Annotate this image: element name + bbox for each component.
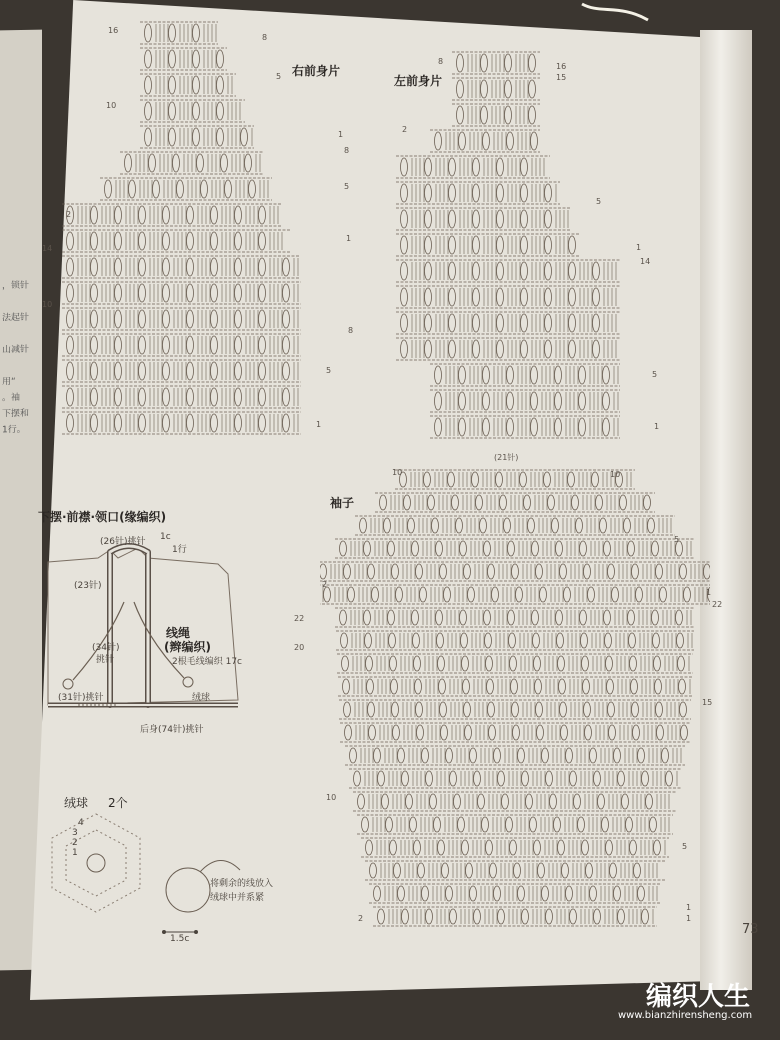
- edging-cord-title: 线绳: [166, 626, 191, 640]
- sleeve-stitch-grid: [320, 450, 713, 950]
- right-front-row-mark: 5: [344, 182, 350, 191]
- right-front-title: 右前身片: [292, 64, 341, 78]
- stitch-row: [336, 631, 694, 650]
- stitch-row: [452, 78, 540, 100]
- stitch-row: [62, 230, 290, 252]
- edging-note-pick: 挑针: [96, 655, 115, 665]
- stitch-row: [140, 74, 236, 96]
- right-front-row-mark: 14: [42, 244, 53, 253]
- right-front-row-mark: 5: [326, 366, 332, 375]
- stitch-row: [340, 723, 690, 742]
- stitch-row: [430, 364, 620, 386]
- stitch-row: [396, 208, 570, 230]
- stitch-row: [335, 539, 695, 558]
- pompom-chart: [36, 808, 156, 918]
- stitch-row: [395, 470, 635, 489]
- page-number: 73: [742, 922, 759, 937]
- left-page-fragment: 法起针: [2, 312, 30, 324]
- pompom-instruction-line1: 将剩余的线放入: [210, 879, 274, 889]
- left-page-fragment: 用“: [2, 377, 16, 388]
- stitch-row: [62, 282, 301, 304]
- left-front-row-mark: 1: [654, 422, 660, 431]
- edging-note-1c: 1c: [160, 532, 171, 542]
- stitch-row: [369, 884, 661, 903]
- edging-cord-detail: 2根毛线编织 17c: [172, 657, 242, 667]
- stitch-row: [320, 585, 710, 604]
- stitch-row: [345, 746, 685, 765]
- left-page-fragment: 。袖: [2, 393, 21, 404]
- stitch-row: [120, 152, 263, 174]
- sleeve-row-mark: 10: [392, 468, 403, 477]
- left-front-row-mark: 1: [636, 243, 642, 252]
- stitch-row: [140, 22, 218, 44]
- stitch-row: [375, 493, 655, 512]
- edging-note-pompom: 绒球: [192, 693, 211, 703]
- pompom-round-mark: 3: [72, 828, 78, 838]
- stitch-row: [430, 416, 620, 438]
- edging-note-neck: (26针)挑针: [100, 537, 146, 547]
- edging-note-row: 1行: [172, 545, 187, 555]
- edging-note-bottom31: (31针)挑针: [58, 693, 104, 703]
- stitch-row: [452, 52, 540, 74]
- stitch-row: [338, 677, 692, 696]
- sleeve-row-mark: 10: [326, 793, 337, 802]
- left-page-fragment: 下摆和: [2, 408, 30, 420]
- stitch-row: [430, 390, 620, 412]
- stitch-row: [373, 907, 657, 926]
- sleeve-row-mark: 15: [702, 698, 713, 707]
- stitch-row: [140, 100, 245, 122]
- left-page-fragment: 1行。: [2, 424, 26, 436]
- stitch-row: [335, 608, 695, 627]
- watermark-logo: 编织人生: [646, 982, 751, 1012]
- stitch-row: [361, 838, 669, 857]
- edging-cord-subtitle: (辫编织): [164, 640, 211, 654]
- pompom-round-mark: 2: [72, 838, 78, 848]
- sleeve-row-mark: 2: [358, 914, 364, 923]
- stitch-row: [62, 256, 299, 278]
- right-front-row-mark: 8: [348, 326, 354, 335]
- sleeve-row-mark: 1: [686, 914, 692, 923]
- sleeve-row-mark: 1: [706, 588, 712, 597]
- stitch-row: [62, 412, 301, 434]
- edging-title: 下摆·前襟·领口(缘编织): [38, 510, 167, 524]
- stitch-row: [396, 182, 560, 204]
- stitch-row: [337, 654, 693, 673]
- pompom-title: 绒球: [64, 796, 89, 810]
- edging-note-front23: (23针): [74, 581, 102, 591]
- stitch-row: [365, 861, 665, 880]
- stitch-row: [396, 286, 620, 308]
- stitch-row: [396, 156, 550, 178]
- left-front-row-mark: 14: [640, 257, 651, 266]
- sleeve-top-label: (21针): [494, 453, 519, 462]
- sleeve-title: 袖子: [330, 496, 355, 510]
- sleeve-row-mark: 22: [294, 614, 305, 623]
- sleeve-row-mark: 10: [610, 470, 621, 479]
- right-front-row-mark: 2: [66, 210, 72, 219]
- left-front-row-mark: 5: [596, 197, 602, 206]
- left-page-fragment: ，锁针: [2, 280, 30, 292]
- stitch-row: [396, 312, 620, 334]
- sleeve-row-mark: 5: [674, 535, 680, 544]
- right-front-row-mark: 8: [344, 146, 350, 155]
- stitch-row: [62, 308, 301, 330]
- pompom-round-mark: 4: [78, 818, 84, 828]
- stitch-row: [349, 769, 681, 788]
- left-page-fragment: 山减针: [2, 344, 30, 356]
- right-front-row-mark: 8: [262, 33, 268, 42]
- yarn-strand: [580, 0, 650, 24]
- edging-note-front34: (34针): [92, 643, 120, 653]
- left-front-title: 左前身片: [394, 74, 443, 88]
- stitch-row: [353, 792, 677, 811]
- stitch-row: [62, 386, 301, 408]
- stitch-row: [320, 562, 710, 581]
- right-front-row-mark: 1: [346, 234, 352, 243]
- sleeve-chart: [320, 450, 713, 950]
- right-front-row-mark: 16: [108, 26, 119, 35]
- left-front-row-mark: 15: [556, 73, 567, 82]
- pompom-instruction-line2: 绒球中并系紧: [210, 893, 265, 903]
- right-front-row-mark: 1: [338, 130, 344, 139]
- stitch-row: [140, 48, 227, 70]
- left-front-row-mark: 8: [438, 57, 444, 66]
- pompom-round-mark: 1: [72, 848, 78, 858]
- sleeve-row-mark: 22: [712, 600, 723, 609]
- watermark-url: www.bianzhirensheng.com: [618, 1010, 753, 1021]
- right-front-stitch-grid: [40, 20, 370, 450]
- sleeve-row-mark: 5: [682, 842, 688, 851]
- stitch-row: [396, 234, 580, 256]
- sleeve-row-mark: 2: [322, 580, 328, 589]
- stitch-row: [357, 815, 673, 834]
- stitch-row: [62, 360, 301, 382]
- edging-note-back74: 后身(74针)挑针: [140, 725, 204, 735]
- stitch-row: [430, 130, 540, 152]
- right-front-row-mark: 10: [42, 300, 53, 309]
- stitch-row: [396, 260, 620, 282]
- left-front-row-mark: 2: [402, 125, 408, 134]
- stitch-row: [355, 516, 675, 535]
- stitch-row: [62, 334, 301, 356]
- right-front-row-mark: 5: [276, 72, 282, 81]
- stitch-row: [452, 104, 540, 126]
- left-front-row-mark: 5: [652, 370, 658, 379]
- stitch-row: [62, 204, 281, 226]
- sleeve-row-mark: 1: [686, 903, 692, 912]
- right-front-chart: [40, 20, 370, 450]
- right-front-row-mark: 1: [316, 420, 322, 429]
- stitch-row: [339, 700, 691, 719]
- stitch-row: [396, 338, 620, 360]
- right-front-row-mark: 10: [106, 101, 117, 110]
- stitch-row: [100, 178, 272, 200]
- pompom-count: 2个: [108, 796, 128, 810]
- pompom-size: 1.5c: [170, 934, 190, 944]
- sleeve-row-mark: 20: [294, 643, 305, 652]
- stitch-row: [140, 126, 254, 148]
- left-front-row-mark: 16: [556, 62, 567, 71]
